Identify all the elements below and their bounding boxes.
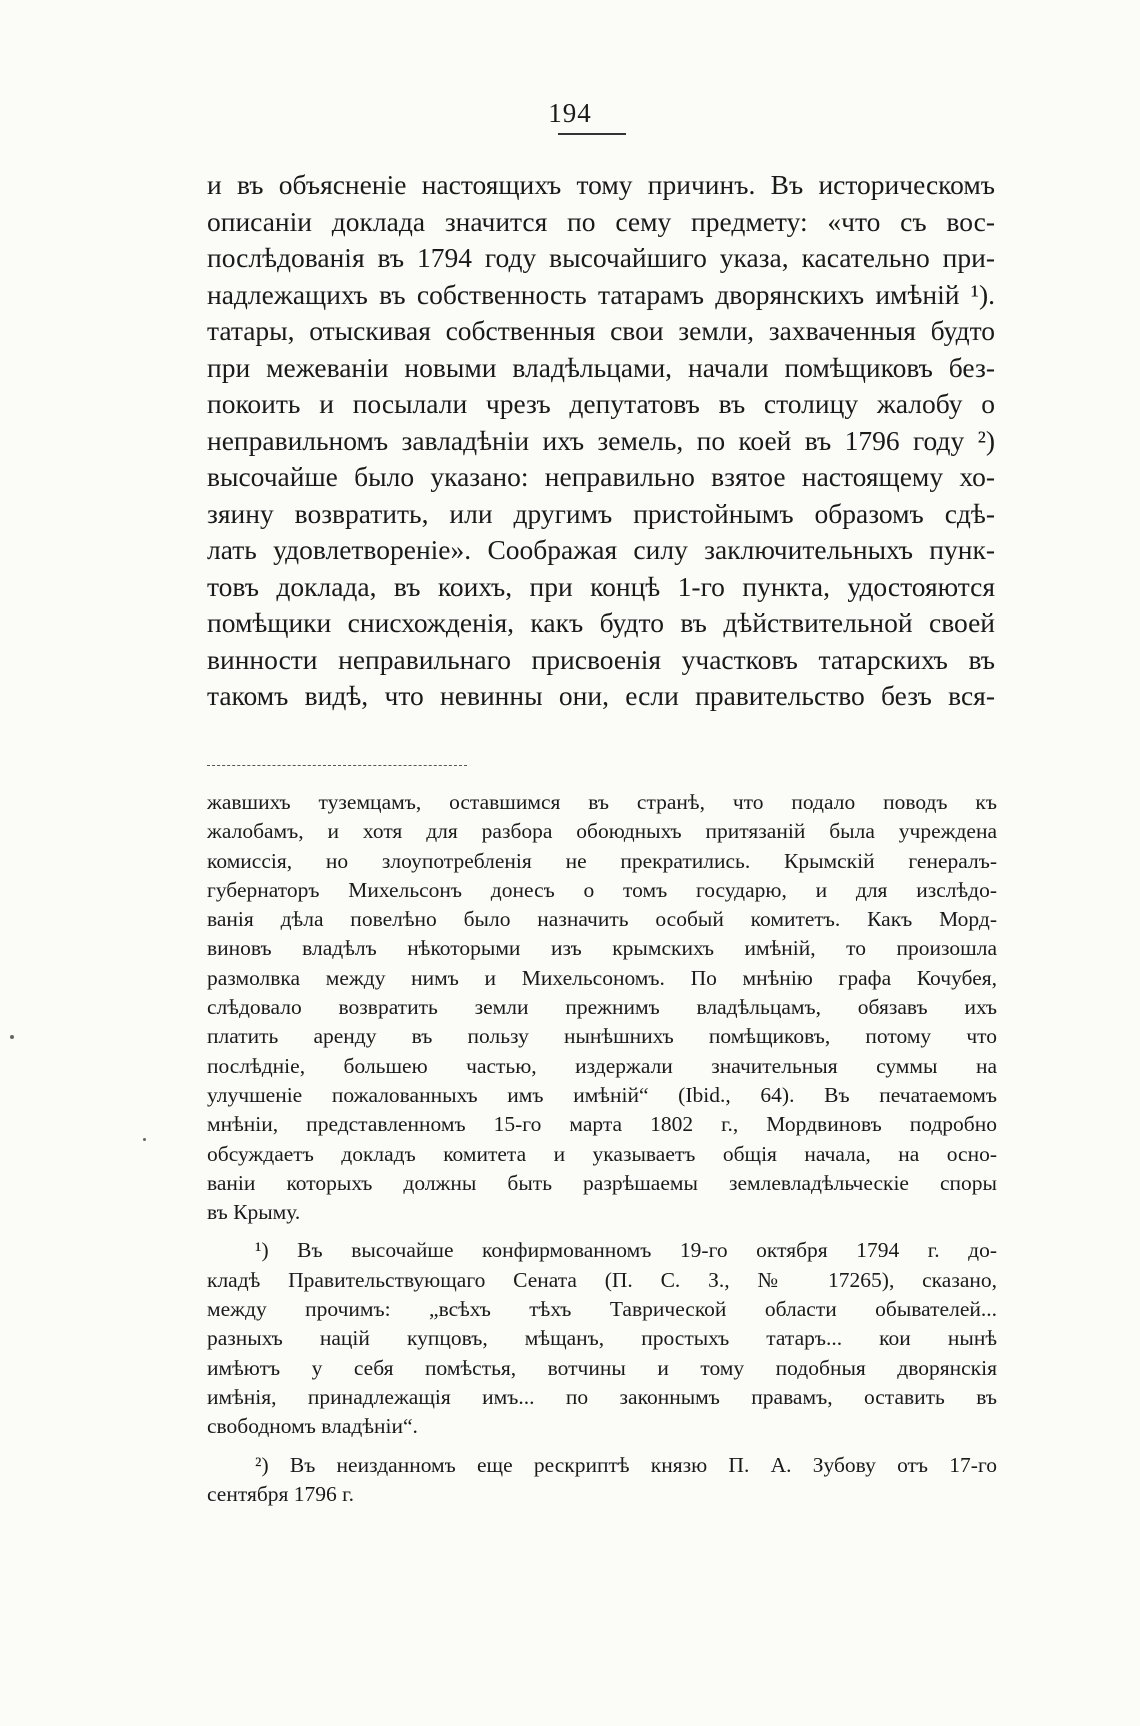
- footnote-1-line: разныхъ націй купцовъ, мѣщанъ, простыхъ татаръ... кои нынѣ: [207, 1326, 997, 1351]
- main-text-line: винности неправильнаго присвоенія участковъ татарскихъ въ: [207, 643, 995, 675]
- main-text-line: помѣщики снисхожденія, какъ будто въ дѣйствительной своей: [207, 607, 995, 638]
- main-text-line: высочайше было указано: неправильно взятое настоящему хо-: [207, 461, 995, 492]
- main-text-block: [207, 167, 995, 715]
- footnote-continuation-line: ваніи которыхъ должны быть разрѣшаемы землевладѣльческіе споры: [207, 1170, 997, 1195]
- scan-speck: [10, 1035, 14, 1039]
- main-text-line: и въ объясненіе настоящихъ тому причинъ. Въ историческомъ: [207, 169, 995, 200]
- main-text-line: зяину возвратить, или другимъ пристойнымъ образомъ сдѣ-: [207, 497, 995, 529]
- footnote-continuation-line: виновъ владѣлъ нѣкоторыми изъ крымскихъ имѣній, то произошла: [207, 936, 997, 961]
- main-text-line: надлежащихъ въ собственность татарамъ дворянскихъ имѣній ¹).: [207, 278, 995, 310]
- footnote-continuation-line: комиссія, но злоупотребленія не прекратились. Крымскій генералъ-: [207, 848, 997, 873]
- footnote-1-line: имѣнія, принадлежащія имъ... по законнымъ правамъ, оставить въ: [207, 1384, 997, 1409]
- main-text-line: татары, отыскивая собственныя свои земли, захваченныя будто: [207, 315, 995, 346]
- footnote-separator: [207, 765, 467, 766]
- footnote-2-line: сентября 1796 г.: [207, 1481, 354, 1506]
- footnote-1-line: имѣютъ у себя помѣстья, вотчины и тому подобныя дворянскія: [207, 1355, 997, 1380]
- footnote-1-line: свободномъ владѣніи“.: [207, 1414, 418, 1439]
- main-text-line: товъ доклада, въ коихъ, при концѣ 1-го пункта, удостояются: [207, 570, 995, 602]
- main-text-line: покоить и посылали чрезъ депутатовъ въ столицу жалобу о: [207, 388, 995, 419]
- main-text-line: неправильномъ завладѣніи ихъ земель, по коей въ 1796 году ²): [207, 424, 995, 456]
- footnotes-block: [207, 788, 997, 1509]
- footnote-continuation-line: ванія дѣла повелѣно было назначить особый комитетъ. Какъ Морд-: [207, 907, 997, 932]
- main-text-line: такомъ видѣ, что невинны они, если правительство безъ вся-: [207, 680, 995, 711]
- page-number: 194: [548, 98, 592, 128]
- footnote-1-line: между прочимъ: „всѣхъ тѣхъ Таврической области обывателей...: [207, 1297, 997, 1322]
- footnote-continuation-line: слѣдовало возвратить земли прежнимъ владѣльцамъ, обязавъ ихъ: [207, 995, 997, 1020]
- footnote-1-line: ¹) Въ высочайше конфирмованномъ 19-го октября 1794 г. до-: [255, 1238, 997, 1263]
- footnote-continuation-line: послѣдніе, большею частью, издержали значительныя суммы на: [207, 1053, 997, 1078]
- footnote-continuation-line: размолвка между нимъ и Михельсономъ. По мнѣнію графа Кочубея,: [207, 965, 997, 990]
- page-number-rule: [558, 133, 626, 135]
- main-text-line: послѣдованія въ 1794 году высочайшиго указа, касательно при-: [207, 242, 995, 273]
- footnote-continuation-line: обсуждаетъ докладъ комитета и указываетъ общія начала, на осно-: [207, 1141, 997, 1166]
- footnote-1-line: кладѣ Правительствующаго Сената (П. С. З., № 17265), сказано,: [207, 1267, 997, 1292]
- main-text-line: описаніи доклада значится по сему предмету: «что съ вос-: [207, 205, 995, 237]
- footnote-continuation-line: губернаторъ Михельсонъ донесъ о томъ государю, и для изслѣдо-: [207, 877, 997, 902]
- scan-speck: [143, 1138, 146, 1141]
- footnote-continuation-line: платить аренду въ пользу нынѣшнихъ помѣщиковъ, потому что: [207, 1024, 997, 1049]
- main-text-line: при межеваніи новыми владѣльцами, начали помѣщиковъ без-: [207, 351, 995, 383]
- footnote-2-line: ²) Въ неизданномъ еще рескриптѣ князю П. А. Зубову отъ 17-го: [255, 1452, 997, 1477]
- footnote-continuation-line: улучшеніе пожалованныхъ имъ имѣній“ (Ibid., 64). Въ печатаемомъ: [207, 1082, 997, 1107]
- footnote-continuation-line: жавшихъ туземцамъ, оставшимся въ странѣ, что подало поводъ къ: [207, 790, 997, 814]
- footnote-continuation-line: жалобамъ, и хотя для разбора обоюдныхъ притязаній была учреждена: [207, 819, 997, 844]
- footnote-continuation-line: мнѣніи, представленномъ 15-го марта 1802 г., Мордвиновъ подробно: [207, 1112, 997, 1137]
- footnote-continuation-line: въ Крыму.: [207, 1200, 301, 1225]
- main-text-line: лать удовлетвореніе». Соображая силу заключительныхъ пунк-: [207, 534, 995, 565]
